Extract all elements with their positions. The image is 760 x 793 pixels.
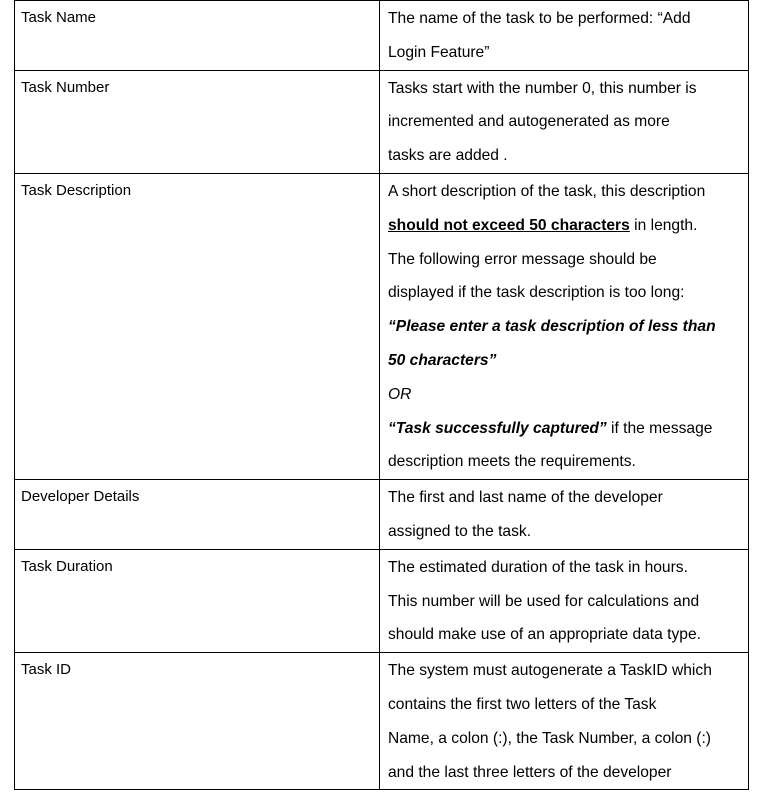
field-label: Task Description (21, 181, 132, 199)
description-line: The following error message should be (388, 250, 657, 268)
field-label: Task Name (21, 9, 97, 26)
description-line: displayed if the task description is too long: (388, 284, 685, 302)
error-message-line: 50 characters” (388, 351, 497, 369)
description-line: description meets the requirements. (388, 453, 636, 471)
field-label-cell (15, 1, 380, 71)
description-line (388, 412, 744, 446)
description-text: if the message (606, 419, 713, 437)
field-description-cell (380, 1, 749, 71)
description-line: and the last three letters of the developer (388, 763, 672, 781)
description-line: The name of the task to be performed: “Add (388, 10, 691, 27)
field-label-cell (15, 480, 380, 550)
success-message: “Task successfully captured” (388, 419, 607, 437)
description-line: The system must autogenerate a TaskID which (388, 662, 712, 680)
field-label: Task ID (21, 661, 72, 679)
table-row (15, 173, 749, 479)
description-line: Login Feature” (388, 43, 490, 61)
description-text: in length. (629, 216, 698, 234)
description-line: Tasks start with the number 0, this number is (388, 79, 697, 97)
field-label: Developer Details (21, 488, 140, 506)
field-label: Task Number (21, 78, 110, 96)
field-label-cell (15, 173, 380, 479)
table-row (15, 549, 749, 652)
description-line: A short description of the task, this description (388, 182, 706, 200)
length-limit-emphasis: should not exceed 50 characters (388, 216, 630, 234)
field-description-cell (380, 653, 749, 790)
description-line: This number will be used for calculations and (388, 592, 700, 610)
field-description-cell (380, 70, 749, 173)
description-line: tasks are added . (388, 147, 508, 165)
field-label: Task Duration (21, 557, 113, 575)
description-line: Name, a colon (:), the Task Number, a colon (:) (388, 729, 711, 747)
field-label-cell (15, 70, 380, 173)
description-line: incremented and autogenerated as more (388, 113, 670, 131)
table-row (15, 653, 749, 790)
description-line: contains the first two letters of the Task (388, 695, 657, 713)
description-line: assigned to the task. (388, 522, 532, 540)
field-label-cell (15, 549, 380, 652)
description-line (388, 209, 744, 243)
table-row (15, 1, 749, 71)
or-separator: OR (388, 385, 412, 403)
field-description-cell (380, 549, 749, 652)
description-line: The first and last name of the developer (388, 489, 663, 507)
field-description-cell (380, 173, 749, 479)
error-message-line: “Please enter a task description of less than (388, 318, 716, 336)
table-row (15, 480, 749, 550)
requirements-table (14, 0, 749, 790)
table-row (15, 70, 749, 173)
description-line: should make use of an appropriate data type. (388, 626, 701, 644)
description-line: The estimated duration of the task in hours. (388, 558, 688, 576)
field-label-cell (15, 653, 380, 790)
field-description-cell (380, 480, 749, 550)
